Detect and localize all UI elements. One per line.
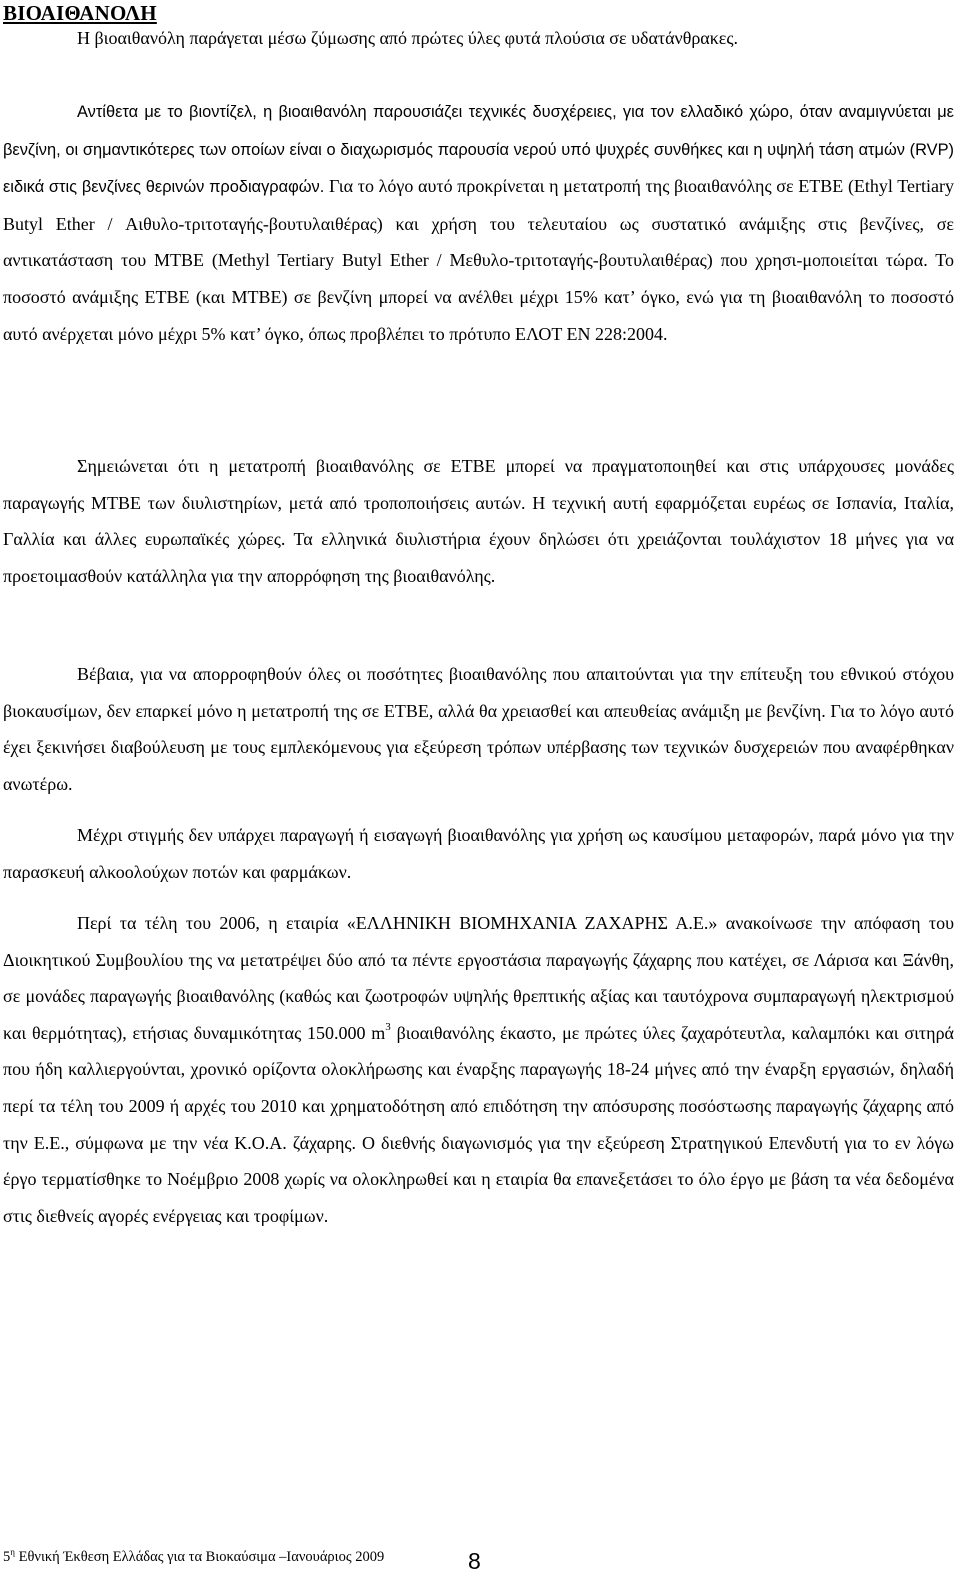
paragraph-no-production-text: Μέχρι στιγμής δεν υπάρχει παραγωγή ή εισαγωγή βιοαιθανόλης για χρήση ως καυσίμου μεταφορών, παρά μόνο για την παρασκευή αλκοολούχων ποτών και φαρμάκων. (3, 825, 954, 882)
paragraph-no-production (3, 817, 954, 890)
paragraph-direct-blending (3, 656, 954, 802)
superscript-cubic: 3 (385, 1020, 391, 1033)
footer-title: Εθνική Έκθεση Ελλάδας για τα Βιοκαύσιμα –Ιανουάριος 2009 (14, 1549, 385, 1565)
paragraph-sugar-industry-text-a: Περί τα τέλη του 2006, η εταιρία «ΕΛΛΗΝΙΚΗ ΒΙΟΜΗΧΑΝΙΑ ΖΑΧΑΡΗΣ Α.Ε.» ανακοίνωσε την απόφαση του Διοικητικού Συμβουλίου της να μετατρέψει δύο από τα πέντε εργοστάσια παραγωγής ζάχαρης που κατέχει, σε Λάρισα και Ξάνθη, σε μονάδες παραγωγής βιοαιθανόλης (καθώς και ζωοτροφών υψηλής θρεπτικής αξίας και ταυτόχρονα συμπαραγωγή ηλεκτρισμού και θερμότητας), ετήσιας δυναμικότητας 150.000 m (3, 913, 954, 1043)
page-footer (3, 1548, 384, 1566)
paragraph-mtbe-units-text: Σημειώνεται ότι η μετατροπή βιοαιθανόλης σε ETBE μπορεί να πραγματοποιηθεί και στις υπάρχουσες μονάδες παραγωγής MTBE των διυλιστηρίων, μετά από τροποποιήσεις αυτών. Η τεχνική αυτή εφαρμόζεται ευρέως σε Ισπανία, Ιταλία, Γαλλία και άλλες ευρωπαϊκές χώρες. Τα ελληνικά διυλιστήρια έχουν δηλώσει ότι χρειάζονται τουλάχιστον 18 μήνες για να προετοιμασθούν κατάλληλα για την απορρόφηση της βιοαιθανόλης. (3, 456, 954, 586)
paragraph-etbe-sans-text: Αντίθετα με το βιοντίζελ, η βιοαιθανόλη παρουσιάζει τεχνικές δυσχέρειες, για τον ελλαδικό χώρο, όταν αναμιγνύεται με βενζίνη, οι σημαντικότερες των οποίων είναι ο διαχωρισμός παρουσία νερού υπό ψυχρές συνθήκες και η υψηλή τάση ατμών (RVP) ειδικά στις βενζίνες θερινών προδιαγραφών. (3, 103, 954, 197)
paragraph-direct-blending-text: Βέβαια, για να απορροφηθούν όλες οι ποσότητες βιοαιθανόλης που απαιτούνται για την επίτευξη του εθνικού στόχου βιοκαυσίμων, δεν επαρκεί μόνο η μετατροπή της σε ETBE, αλλά θα χρειασθεί και απευθείας ανάμιξη με βενζίνη. Για το λόγο αυτό έχει ξεκινήσει διαβούλευση με τους εμπλεκόμενους για εξεύρεση τρόπων υπέρβασης των τεχνικών δυσχερειών που αναφέρθηκαν ανωτέρω. (3, 664, 954, 794)
paragraph-sugar-industry-text-b: βιοαιθανόλης έκαστο, με πρώτες ύλες ζαχαρότευτλα, καλαμπόκι και σιτηρά που ήδη καλλιεργούνται, χρονικό ορίζοντα ολοκλήρωσης και έναρξης παραγωγής 18-24 μήνες από την έναρξη εργασιών, δηλαδή περί τα τέλη του 2009 ή αρχές του 2010 και χρηματοδότηση από επιδότηση την απόσυρσης ποσόστωσης παραγωγής ζάχαρης από την Ε.Ε., σύμφωνα με την νέα Κ.Ο.Α. ζάχαρης. Ο διεθνής διαγωνισμός για την εξεύρεση Στρατηγικού Επενδυτή για το εν λόγω έργο τερματίσθηκε το Νοέμβριο 2008 χωρίς να ολοκληρωθεί και η εταιρία θα επανεξετάσει το όλο έργο με βάση τα νέα δεδομένα στις διεθνείς αγορές ενέργειας και τροφίμων. (3, 1022, 954, 1226)
footer-edition-suffix: η (10, 1547, 15, 1557)
paragraph-etbe-serif-text: Για το λόγο αυτό προκρίνεται η μετατροπή της βιοαιθανόλης σε ETBE (Ethyl Tertiary Butyl Ether / Αιθυλο-τριτοταγής-βουτυλαιθέρας) και χρήση του τελευταίου ως συστατικό ανάμιξης στις βενζίνες, σε αντικατάσταση του MTBE (Methyl Tertiary Butyl Ether / Μεθυλο-τριτοταγής-βουτυλαιθέρας) που χρησι-μοποιείται τώρα. Το ποσοστό ανάμιξης ETBE (και MTBE) σε βενζίνη μπορεί να ανέλθει μέχρι 15% κατ’ όγκο, ενώ για τη βιοαιθανόλη το ποσοστό αυτό ανέρχεται μόνο μέχρι 5% κατ’ όγκο, όπως προβλέπει το πρότυπο ΕΛΟΤ ΕΝ 228:2004. (3, 176, 955, 344)
page-number: 8 (468, 1548, 481, 1574)
footer-edition-number: 5 (3, 1549, 11, 1565)
document-heading: ΒΙΟΑΙΘΑΝΟΛΗ (3, 1, 157, 25)
paragraph-intro-text: Η βιοαιθανόλη παράγεται μέσω ζύμωσης από πρώτες ύλες φυτά πλούσια σε υδατάνθρακες. (77, 28, 738, 48)
paragraph-intro (3, 20, 954, 57)
paragraph-mtbe-units (3, 448, 954, 594)
paragraph-etbe-conversion (3, 93, 954, 352)
paragraph-sugar-industry (3, 905, 954, 1234)
